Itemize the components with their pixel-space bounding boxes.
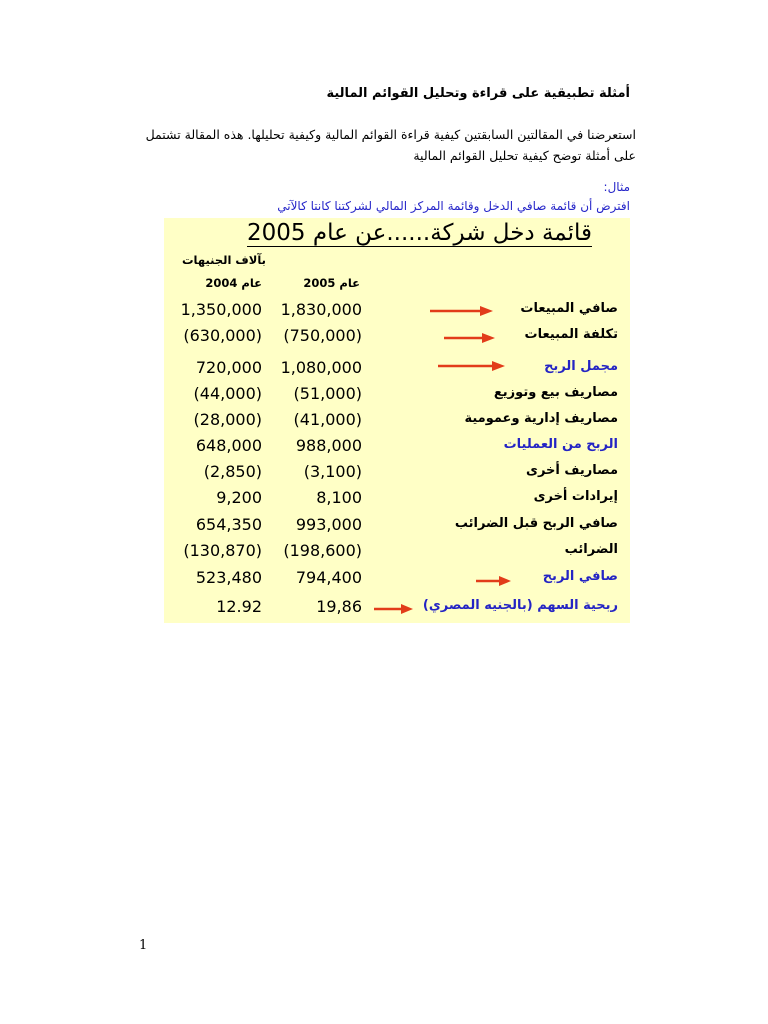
statement-title: قائمة دخل شركة......عن عام 2005 <box>246 220 592 246</box>
row-value-2004: (130,870) <box>183 541 262 560</box>
row-value-2004: (28,000) <box>193 410 262 429</box>
row-label: مصاريف أخرى <box>526 463 618 478</box>
row-value-2004: 12.92 <box>216 597 262 616</box>
intro-line-2: على أمثلة توضح كيفية تحليل القوائم المالية <box>413 148 636 163</box>
row-value-2005: (51,000) <box>293 384 362 403</box>
arrow-right-icon <box>476 575 512 587</box>
column-header-2005: عام 2005 <box>303 276 360 290</box>
row-value-2005: (3,100) <box>303 462 362 481</box>
row-label: صافي الربح <box>542 569 618 584</box>
row-value-2004: 648,000 <box>195 436 262 455</box>
row-value-2005: (41,000) <box>293 410 362 429</box>
row-label: الربح من العمليات <box>503 437 618 452</box>
table-row <box>164 462 630 488</box>
row-value-2005: 794,400 <box>295 568 362 587</box>
row-label: مصاريف بيع وتوزيع <box>493 385 618 400</box>
row-value-2004: 523,480 <box>195 568 262 587</box>
row-value-2004: 1,350,000 <box>180 300 262 319</box>
table-row <box>164 326 630 352</box>
arrow-right-icon <box>444 332 496 344</box>
row-label: الضرائب <box>564 542 618 557</box>
table-row <box>164 384 630 410</box>
table-row <box>164 410 630 436</box>
row-label: مجمل الربح <box>544 359 618 374</box>
column-header-2004: عام 2004 <box>205 276 262 290</box>
example-description: افترض أن قائمة صافي الدخل وقائمة المركز المالي لشركتنا كانتا كالآتي <box>277 199 630 213</box>
table-row <box>164 300 630 326</box>
row-value-2004: (44,000) <box>193 384 262 403</box>
row-label: صافي المبيعات <box>520 301 618 316</box>
table-row <box>164 488 630 514</box>
example-label: مثال: <box>603 180 630 194</box>
row-value-2004: 720,000 <box>195 358 262 377</box>
intro-line-1: استعرضنا في المقالتين السابقتين كيفية قراءة القوائم المالية وكيفية تحليلها. هذه المقالة تشتمل <box>145 127 636 142</box>
row-value-2004: 654,350 <box>195 515 262 534</box>
row-label: إيرادات أخرى <box>533 489 618 504</box>
row-label: تكلفة المبيعات <box>524 327 618 342</box>
table-row <box>164 568 630 594</box>
row-label: مصاريف إدارية وعمومية <box>464 411 618 426</box>
row-value-2005: (750,000) <box>283 326 362 345</box>
row-label: صافي الربح قبل الضرائب <box>454 516 618 531</box>
row-value-2005: (198,600) <box>283 541 362 560</box>
table-row <box>164 515 630 541</box>
arrow-right-icon <box>374 603 414 615</box>
row-value-2004: (630,000) <box>183 326 262 345</box>
table-row <box>164 541 630 567</box>
income-statement <box>164 218 630 623</box>
table-row <box>164 597 630 623</box>
row-value-2005: 988,000 <box>295 436 362 455</box>
intro-paragraph <box>136 124 636 166</box>
row-label: ربحية السهم (بالجنيه المصري) <box>422 598 618 613</box>
row-value-2004: 9,200 <box>216 488 262 507</box>
row-value-2005: 993,000 <box>295 515 362 534</box>
arrow-right-icon <box>430 305 494 317</box>
row-value-2005: 1,080,000 <box>280 358 362 377</box>
row-value-2005: 19,86 <box>316 597 362 616</box>
table-row <box>164 436 630 462</box>
row-value-2005: 1,830,000 <box>280 300 362 319</box>
table-row <box>164 358 630 384</box>
units-label: بآلاف الجنيهات <box>182 253 266 267</box>
row-value-2004: (2,850) <box>203 462 262 481</box>
page-heading: أمثلة تطبيقية على قراءة وتحليل القوائم المالية <box>326 86 630 101</box>
row-value-2005: 8,100 <box>316 488 362 507</box>
arrow-right-icon <box>438 360 506 372</box>
page-number: 1 <box>139 938 148 953</box>
